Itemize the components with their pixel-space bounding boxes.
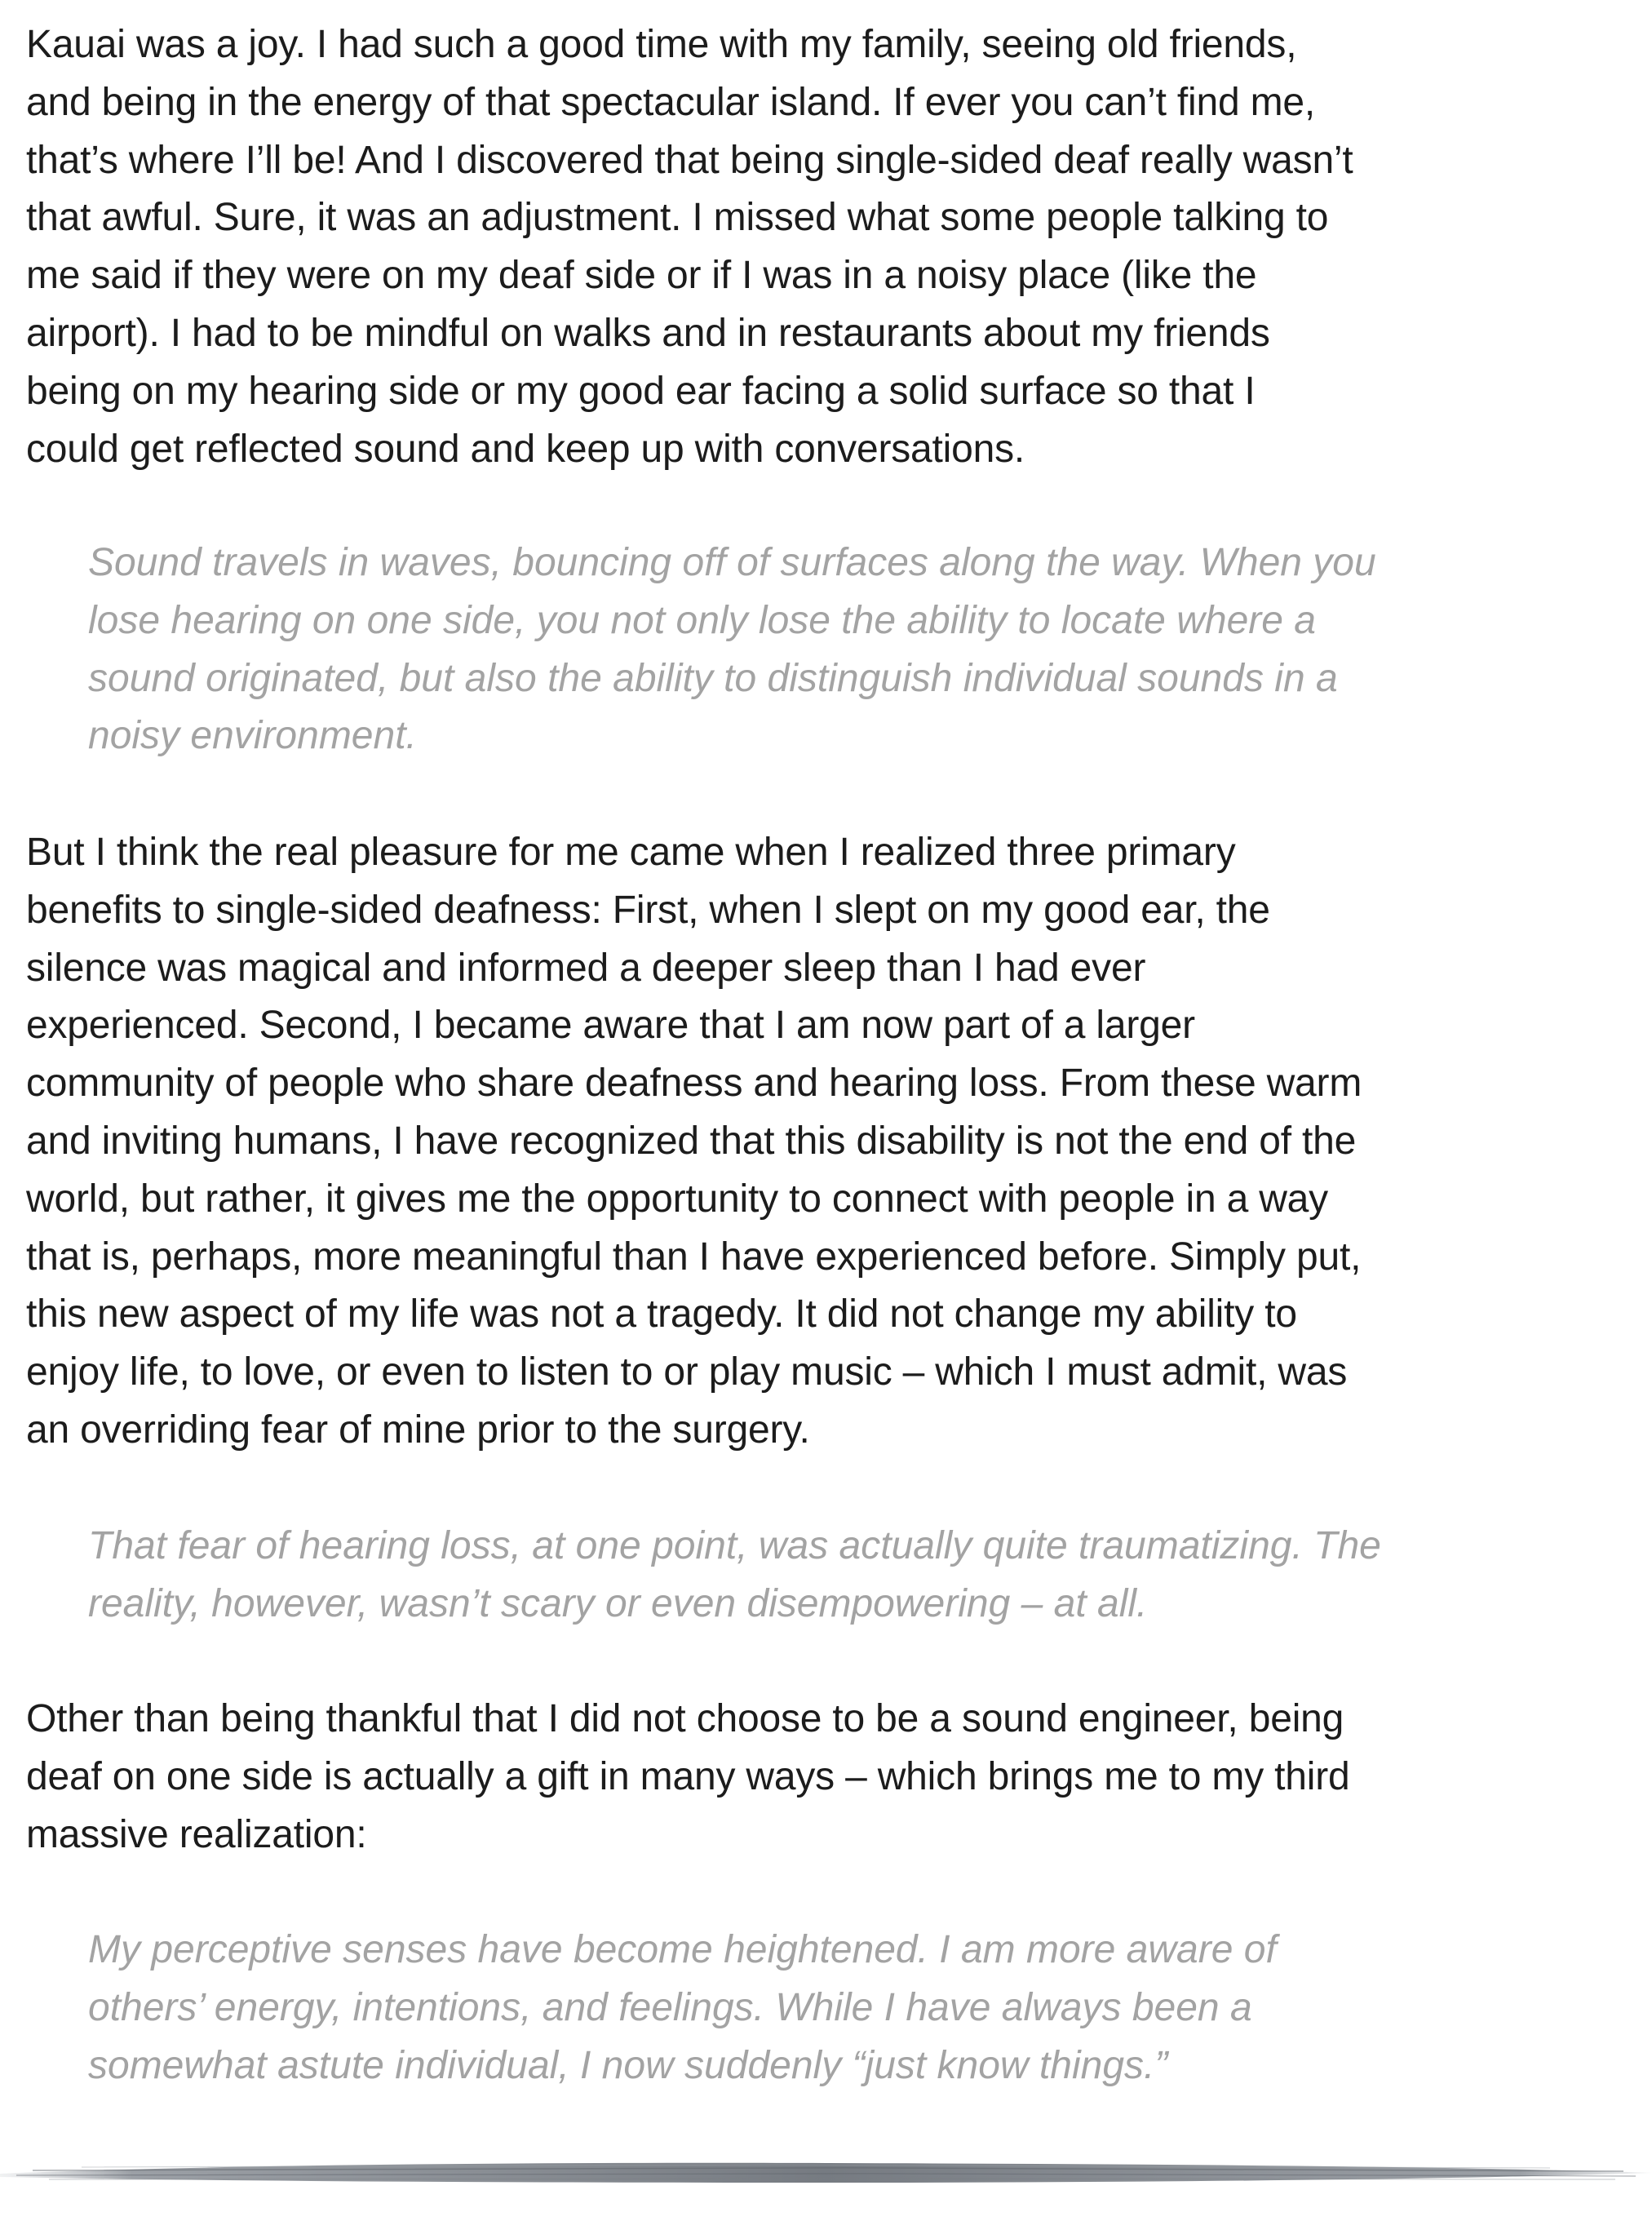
paragraph-line: that’s where I’ll be! And I discovered that being single-sided deaf really wasn’t xyxy=(26,138,1353,182)
paragraph-line: benefits to single-sided deafness: First, when I slept on my good ear, the xyxy=(26,888,1270,932)
quote-line: lose hearing on one side, you not only lose the ability to locate where a xyxy=(88,598,1316,642)
quote-line: sound originated, but also the ability to distinguish individual sounds in a xyxy=(88,656,1338,700)
pull-quote-1 xyxy=(88,534,1622,765)
paragraph-line: massive realization: xyxy=(26,1812,367,1856)
paragraph-line: enjoy life, to love, or even to listen to or play music – which I must admit, was xyxy=(26,1350,1348,1394)
quote-line: My perceptive senses have become heightened. I am more aware of xyxy=(88,1928,1277,1971)
pull-quote-2 xyxy=(88,1518,1622,1634)
paragraph-line: community of people who share deafness and hearing loss. From these warm xyxy=(26,1062,1362,1106)
paragraph-line: airport). I had to be mindful on walks and in restaurants about my friends xyxy=(26,311,1270,355)
paragraph-line: and inviting humans, I have recognized that this disability is not the end of the xyxy=(26,1119,1357,1163)
paragraph-line: that awful. Sure, it was an adjustment. I missed what some people talking to xyxy=(26,196,1329,240)
paragraph-line: Kauai was a joy. I had such a good time with my family, seeing old friends, xyxy=(26,23,1297,66)
paragraph-line: But I think the real pleasure for me came when I realized three primary xyxy=(26,831,1236,874)
paragraph-line: experienced. Second, I became aware that I am now part of a larger xyxy=(26,1004,1195,1048)
body-paragraph-3 xyxy=(26,1691,1625,1864)
paragraph-line: that is, perhaps, more meaningful than I have experienced before. Simply put, xyxy=(26,1235,1362,1279)
paragraph-line: being on my hearing side or my good ear facing a solid surface so that I xyxy=(26,369,1256,413)
quote-line: reality, however, wasn’t scary or even disempowering – at all. xyxy=(88,1581,1148,1625)
paragraph-line: world, but rather, it gives me the opportunity to connect with people in a way xyxy=(26,1177,1328,1221)
paragraph-line: Other than being thankful that I did not choose to be a sound engineer, being xyxy=(26,1697,1344,1740)
quote-line: others’ energy, intentions, and feelings. While I have always been a xyxy=(88,1985,1252,2029)
paragraph-line: me said if they were on my deaf side or if I was in a noisy place (like the xyxy=(26,254,1257,298)
quote-line: somewhat astute individual, I now suddenly “just know things.” xyxy=(88,2043,1168,2087)
body-paragraph-1 xyxy=(26,16,1625,478)
paragraph-line: deaf on one side is actually a gift in many ways – which brings me to my third xyxy=(26,1754,1350,1798)
paragraph-line: this new aspect of my life was not a tragedy. It did not change my ability to xyxy=(26,1292,1297,1337)
paragraph-line: an overriding fear of mine prior to the surgery. xyxy=(26,1408,810,1452)
paragraph-line: and being in the energy of that spectacular island. If ever you can’t find me, xyxy=(26,80,1316,124)
pull-quote-3 xyxy=(88,1922,1622,2095)
paragraph-line: silence was magical and informed a deeper sleep than I had ever xyxy=(26,946,1146,990)
quote-line: Sound travels in waves, bouncing off of surfaces along the way. When you xyxy=(88,541,1376,584)
brush-stroke-divider xyxy=(0,2146,1652,2195)
paragraph-line: could get reflected sound and keep up with conversations. xyxy=(26,427,1025,471)
body-paragraph-2 xyxy=(26,824,1625,1460)
quote-line: That fear of hearing loss, at one point, was actually quite traumatizing. The xyxy=(88,1524,1381,1567)
quote-line: noisy environment. xyxy=(88,714,417,758)
